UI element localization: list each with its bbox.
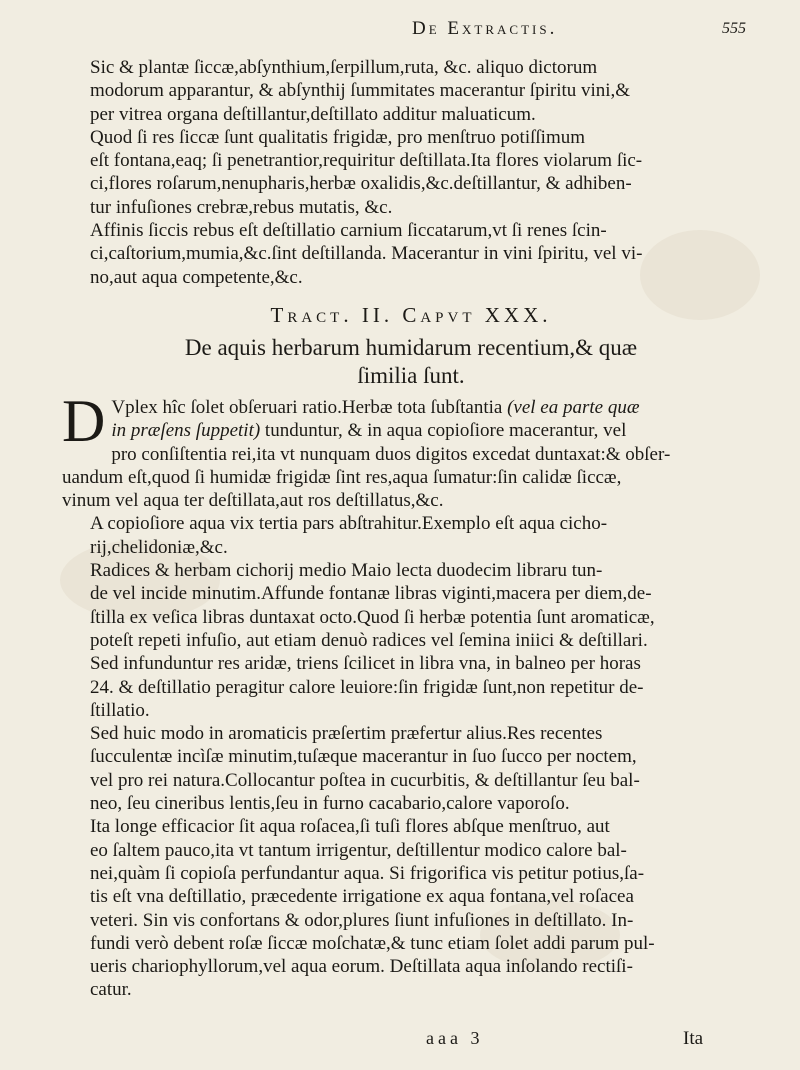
text-line: ſtilla ex veſica libras duntaxat octo.Quod ſi herbæ potentia ſunt aromaticæ,	[90, 606, 655, 628]
text-line: ci,flores roſarum,nenupharis,herbæ oxalidis,&c.deſtillantur, & adhiben-	[90, 173, 632, 195]
text-line: nei,quàm ſi copioſa perfundantur aqua. Si frigorifica vis petitur potius,ſa-	[90, 862, 645, 884]
text-line: neo, ſeu cineribus lentis,ſeu in furno cacabario,calore vaporoſo.	[90, 793, 570, 815]
paragraph	[62, 56, 760, 126]
text-line: rij,chelidoniæ,&c.	[90, 536, 228, 558]
text-line: tur infuſiones crebræ,rebus mutatis, &c.	[90, 196, 393, 218]
text-line: de vel incide minutim.Affunde fontanæ libras viginti,macera per diem,de-	[90, 583, 652, 605]
text-line: per vitrea organa deſtillantur,deſtillato additur maluaticum.	[90, 103, 536, 125]
text-line: Sed huic modo in aromaticis præſertim præfertur alius.Res recentes	[90, 723, 603, 745]
paragraph	[62, 815, 760, 1001]
text-line: Radices & herbam cichorij medio Maio lecta duodecim libraru tun-	[90, 560, 603, 582]
text-line: pro conſiſtentia rei,ita vt nunquam duos digitos excedat duntaxat:& obſer-	[111, 443, 671, 465]
text-line: veteri. Sin vis confortans & odor,plures ſiunt infuſiones in deſtillato. In-	[90, 909, 634, 931]
paragraph	[62, 722, 760, 815]
chapter-title-line: De aquis herbarum humidarum recentium,& quæ	[184, 334, 638, 360]
italic-run: (vel ea parte quæ	[507, 396, 640, 418]
text-line	[62, 419, 760, 442]
text-line: 24. & deſtillatio peragitur calore leuiore:ſin frigidæ ſunt,non repetitur de-	[90, 676, 644, 698]
text-line: Sed infunduntur res aridæ, triens ſcilicet in libra vna, in balneo per horas	[90, 653, 641, 675]
text-line: vel pro rei natura.Collocantur poſtea in cucurbitis, & deſtillantur ſeu bal-	[90, 769, 640, 791]
text-line: catur.	[90, 979, 132, 1001]
text-line: ſtillatio.	[90, 699, 150, 721]
text-line: ci,caſtorium,mumia,&c.ſint deſtillanda. Macerantur in vini ſpiritu, vel vi-	[90, 243, 643, 265]
text-line: vinum vel aqua ter deſtillata,aut ros deſtillatus,&c.	[62, 490, 444, 512]
running-head-title: De Extractis.	[412, 18, 558, 39]
text-line: no,aut aqua competente,&c.	[90, 266, 303, 288]
text-line: fundi verò debent roſæ ſiccæ moſchatæ,& tunc etiam ſolet addi parum pul-	[90, 932, 655, 954]
page-number: 555	[722, 20, 746, 37]
text-line: eſt fontana,eaq; ſi penetrantior,requiritur deſtillata.Ita flores violarum ſic-	[90, 150, 643, 172]
tract-chapter-label: Tract. II. Capvt XXX.	[270, 302, 552, 327]
text-line: modorum apparantur, & abſynthij ſummitates macerantur ſpiritu vini,&	[90, 80, 631, 102]
paragraph	[62, 512, 760, 559]
chapter-title	[62, 334, 760, 390]
text-line: Affinis ſiccis rebus eſt deſtillatio carnium ſiccatarum,vt ſi renes ſcin-	[90, 220, 607, 242]
catchword: Ita	[683, 1028, 704, 1049]
text-run: tunduntur, & in aqua copioſiore macerantur, vel	[260, 420, 627, 442]
text-run: Vplex hîc ſolet obſeruari ratio.Herbæ tota ſubſtantia	[111, 396, 508, 418]
paragraph	[62, 559, 760, 722]
text-line: ueris chariophyllorum,vel aqua eorum. Deſtillata aqua inſolando rectiſi-	[90, 956, 633, 978]
signature-mark: aaa 3	[426, 1028, 484, 1048]
text-line: Sic & plantæ ſiccæ,abſynthium,ſerpillum,ruta, &c. aliquo dictorum	[90, 57, 598, 78]
paragraph	[62, 387, 760, 512]
paragraph	[62, 219, 760, 289]
italic-run: in præſens ſuppetit)	[111, 420, 261, 442]
text-line: tis eſt vna deſtillatio, præcedente irrigatione ex aqua fontana,vel roſacea	[90, 886, 634, 908]
text-line: uandum eſt,quod ſi humidæ frigidæ ſint res,aqua ſumatur:ſin calidæ ſiccæ,	[62, 466, 622, 488]
running-head	[62, 16, 760, 56]
paragraph	[62, 126, 760, 219]
top-text-block	[62, 56, 760, 289]
text-line: eo ſaltem pauco,ita vt tantum irrigentur, deſtillentur modico calore bal-	[90, 839, 627, 861]
text-line: poteſt repeti infuſio, aut etiam denuò radices vel ſemina iniici & deſtillari.	[90, 629, 648, 651]
text-line: Ita longe efficacior ſit aqua roſacea,ſi tuſi flores abſque menſtruo, aut	[90, 816, 610, 838]
text-line: Quod ſi res ſiccæ ſunt qualitatis frigidæ, pro menſtruo potiſſimum	[90, 126, 586, 148]
drop-cap: D	[62, 387, 106, 454]
text-line: ſucculentæ incìſæ minutim,tuſæque macerantur in ſuo ſucco per noctem,	[90, 746, 637, 768]
text-line: A copioſiore aqua vix tertia pars abſtrahitur.Exemplo eſt aqua cicho-	[90, 513, 608, 535]
chapter-title-line: ſimilia ſunt.	[357, 362, 465, 388]
text-line	[62, 396, 760, 419]
